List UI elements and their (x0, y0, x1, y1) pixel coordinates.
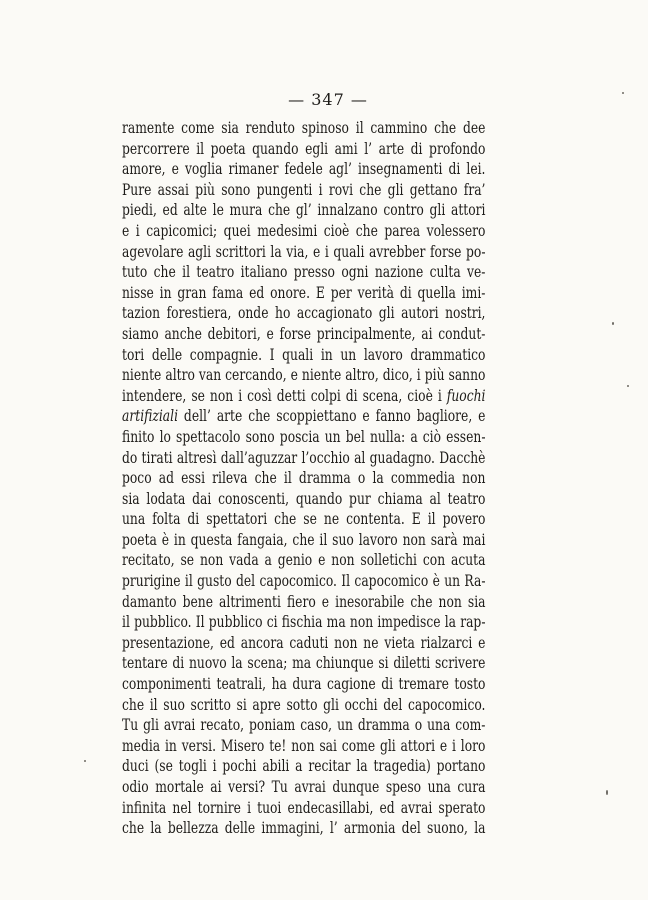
text-run: dell’ arte che scoppiettano e fanno bagliore, e (178, 406, 486, 426)
text-line: Tu gli avrai recato, poniam caso, un dramma o una com- (122, 715, 486, 735)
text-line: siamo anche debitori, e forse principalmente, ai condut- (122, 323, 486, 343)
text-line-with-italic (122, 386, 485, 407)
italic-term: fuochi (446, 385, 486, 405)
text-line: odio mortale ai versi? Tu avrai dunque speso una cura (122, 777, 486, 796)
text-line: prurigine il gusto del capocomico. Il capocomico è un Ra- (122, 571, 486, 591)
text-line: agevolare agli scrittori la via, e i quali avrebber forse po- (122, 241, 486, 261)
text-line: che il suo scritto si apre sotto gli occhi del capocomico. (122, 694, 486, 714)
text-line: niente altro van cercando, e niente altro, dico, i più sanno (122, 365, 486, 385)
text-line: percorrere il poeta quando egli ami l’ arte di profondo (122, 138, 486, 158)
body-text (122, 118, 486, 839)
text-line-with-italic (122, 406, 485, 427)
text-line: piedi, ed alte le mura che gl’ innalzano contro gli attori (122, 200, 486, 220)
page-number: — 347 — (288, 90, 368, 109)
text-line: che la bellezza delle immagini, l’ armonia del suono, la (122, 818, 486, 838)
text-line: amore, e voglia rimaner fedele agl’ insegnamenti di lei. (122, 159, 486, 179)
text-line: ramente come sia renduto spinoso il cammino che dee (122, 118, 486, 137)
scan-speck (606, 790, 608, 795)
text-line: poco ad essi rileva che il dramma o la commedia non (122, 468, 486, 488)
text-line: componimenti teatrali, ha dura cagione di tremare tosto (122, 674, 486, 694)
text-line: finito lo spettacolo sono poscia un bel nulla: a ciò essen- (122, 426, 486, 446)
scan-speck (612, 322, 614, 325)
text-line: e i capicomici; quei medesimi cioè che parea volessero (122, 220, 486, 240)
scan-speck (627, 385, 629, 387)
text-line: recitato, se non vada a genio e non solletichi con acuta (122, 550, 486, 570)
text-line: damanto bene altrimenti fiero e inesorabile che non sia (122, 591, 486, 611)
text-line: il pubblico. Il pubblico ci fischia ma non impedisce la rap- (122, 612, 486, 632)
text-line: poeta è in questa fangaia, che il suo lavoro non sarà mai (122, 529, 486, 549)
text-line: duci (se togli i pochi abili a recitar la tragedia) portano (122, 756, 486, 776)
text-line: infinita nel tornire i tuoi endecasillabi, ed avrai sperato (122, 797, 486, 817)
text-line: media in versi. Misero te! non sai come gli attori e i loro (122, 735, 486, 755)
text-line: tori delle compagnie. I quali in un lavoro drammatico (122, 344, 486, 364)
text-line: Pure assai più sono pungenti i rovi che gli gettano fra’ (122, 179, 486, 199)
text-line: nisse in gran fama ed onore. E per verità di quella imi- (122, 282, 486, 302)
text-run: intendere, se non i così detti colpi di scena, cioè i (122, 385, 447, 405)
text-line: presentazione, ed ancora caduti non ne vieta rialzarci e (122, 632, 486, 652)
italic-term: artifiziali (122, 406, 179, 426)
text-line: tuto che il teatro italiano presso ogni nazione culta ve- (122, 262, 486, 282)
text-line: una folta di spettatori che se ne contenta. E il povero (122, 509, 486, 529)
text-line: sia lodata dai conoscenti, quando pur chiama al teatro (122, 488, 486, 508)
scan-speck (622, 92, 624, 94)
text-line: tazion forestiera, onde ho accagionato gli autori nostri, (122, 303, 486, 323)
scan-speck (84, 760, 86, 762)
text-line: do tirati altresì dall’aguzzar l’occhio al guadagno. Dacchè (122, 447, 486, 467)
text-line: tentare di nuovo la scena; ma chiunque si diletti scrivere (122, 653, 486, 673)
